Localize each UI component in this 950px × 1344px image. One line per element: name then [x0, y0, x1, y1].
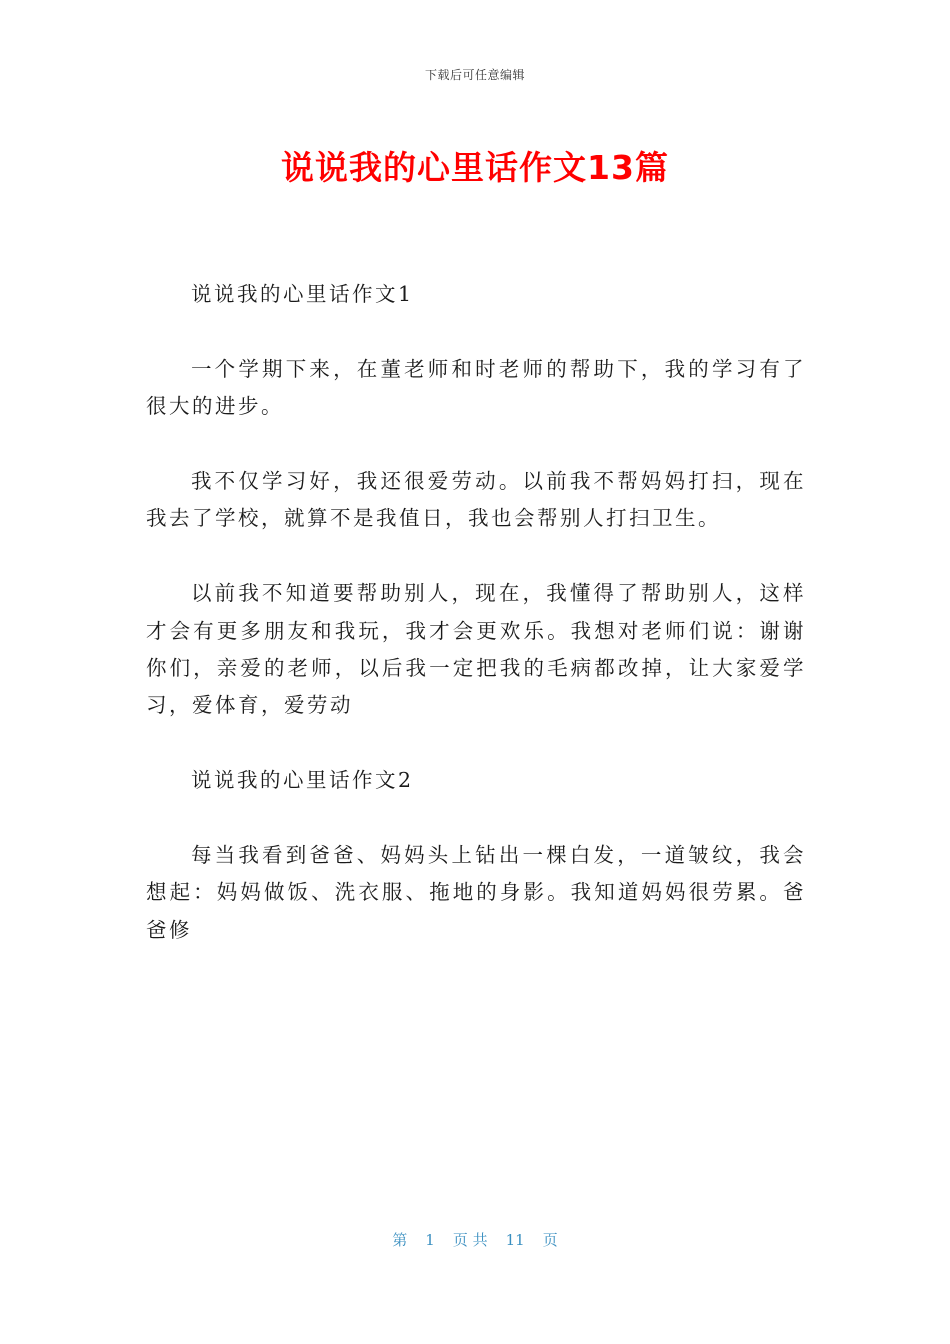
section-heading-2: 说说我的心里话作文2: [191, 768, 414, 793]
document-body: [146, 276, 806, 949]
paragraph: 以前我不知道要帮助别人，现在，我懂得了帮助别人，这样才会有更多朋友和我玩，我才会更欢乐。我想对老师们说：谢谢你们，亲爱的老师，以后我一定把我的毛病都改掉，让大家爱学习，爱体育，爱劳动: [146, 581, 806, 718]
section-heading-1: 说说我的心里话作文1: [191, 282, 414, 306]
paragraph: 一个学期下来，在董老师和时老师的帮助下，我的学习有了很大的进步。: [146, 356, 806, 419]
page-footer: [0, 1229, 950, 1250]
paragraph: 我不仅学习好，我还很爱劳动。以前我不帮妈妈打扫，现在我去了学校，就算不是我值日，我也会帮别人打扫卫生。: [146, 469, 806, 531]
footer-page-suffix: 页: [542, 1231, 558, 1249]
footer-current-page: 1: [425, 1231, 435, 1249]
footer-total-pages: 11: [505, 1231, 525, 1249]
footer-page-mid: 页 共: [452, 1231, 488, 1249]
document-title: 说说我的心里话作文13篇: [281, 148, 669, 187]
paragraph: 每当我看到爸爸、妈妈头上钻出一棵白发，一道皱纹，我会想起：妈妈做饭、洗衣服、拖地的身影。我知道妈妈很劳累。爸爸修: [146, 843, 806, 942]
header-note: 下载后可任意编辑: [424, 68, 525, 82]
footer-page-prefix: 第: [392, 1231, 408, 1249]
